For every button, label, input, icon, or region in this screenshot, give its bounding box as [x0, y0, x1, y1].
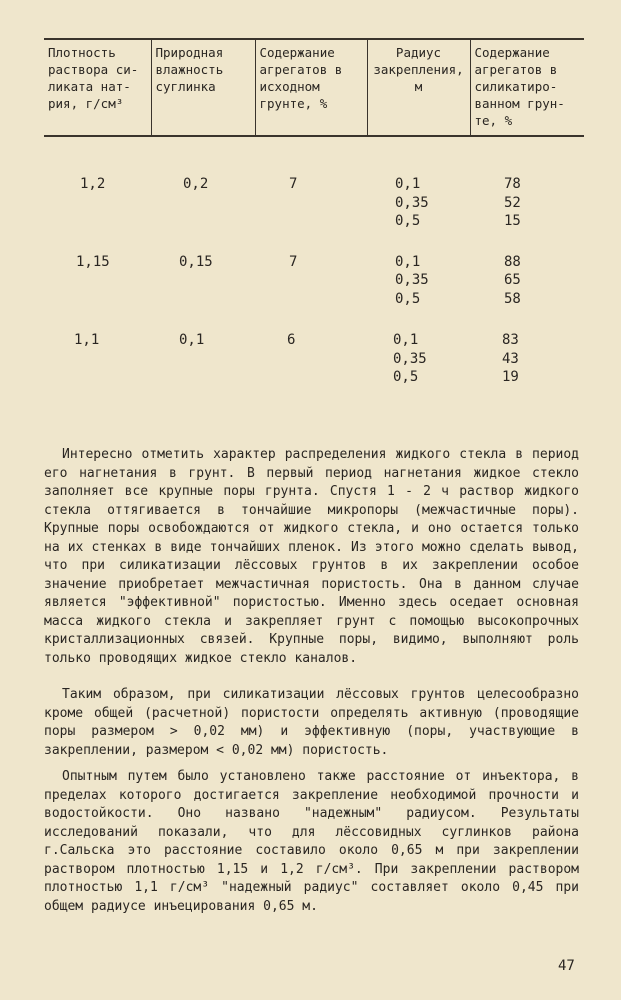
table-row — [44, 308, 584, 387]
density-cell: 1,2 — [80, 176, 106, 192]
radius-value: 0,5 — [393, 369, 419, 385]
radius-value: 0,5 — [395, 290, 421, 307]
density-cell: 1,15 — [76, 253, 110, 270]
paragraph: Таким образом, при силикатизации лёссовых грунтов целесообразно кроме общей (расчетной) пористости определять активную (проводящие поры размером > 0,02 мм) и эффективную (поры, участвующие в закреплении, размером < 0,02 мм) пористость. — [44, 687, 579, 758]
text-block — [44, 686, 579, 760]
radius-cell — [367, 231, 470, 309]
content-value: 65 — [504, 272, 521, 288]
radius-value: 0,1 — [395, 253, 421, 270]
content-value: 78 — [504, 176, 521, 192]
radius-value: 0,35 — [393, 350, 427, 367]
paragraph: Опытным путем было установлено также расстояние от инъектора, в пределах которого достигается закрепление необходимой прочности и водостойкости. Оно названо "надежным" радиусом. Результаты исследований показали, что для лёссовидных суглинков района г.Сальска это расстояние составило около 0,65 м при закреплении раствором плотностью 1,15 и 1,2 г/см³. При закреплении раствором плотностью 1,1 г/см³ "надежный радиус" составляет около 0,45 при общем радиусе инъецирования 0,65 м. — [44, 769, 579, 914]
content-value: 88 — [504, 253, 521, 270]
header-moisture: Природная влажность суглинка — [151, 39, 255, 136]
content-value: 58 — [504, 290, 521, 307]
initial-cell: 7 — [289, 253, 298, 270]
text-block — [44, 446, 579, 668]
content-value: 83 — [502, 332, 519, 348]
content-cell — [470, 231, 584, 309]
content-cell — [470, 136, 584, 231]
content-value: 52 — [504, 194, 521, 211]
radius-value: 0,35 — [395, 194, 429, 211]
initial-cell: 7 — [289, 176, 298, 192]
page-number: 47 — [558, 958, 575, 974]
table-row — [44, 136, 584, 231]
radius-cell — [367, 136, 470, 231]
header-silicated-aggregates: Содержание агрегатов в силикатиро- ванном грун- те, % — [470, 39, 584, 136]
content-value: 43 — [502, 350, 519, 367]
header-initial-aggregates: Содержание агрегатов в исходном грунте, % — [255, 39, 367, 136]
soil-data-table — [44, 38, 584, 387]
moisture-cell: 0,15 — [179, 253, 213, 270]
density-cell: 1,1 — [74, 332, 100, 348]
header-density: Плотность раствора си- ликата нат- рия, г/см³ — [44, 39, 151, 136]
table-row — [44, 231, 584, 309]
table-header-row — [44, 39, 584, 136]
radius-value: 0,1 — [395, 176, 421, 192]
moisture-cell: 0,2 — [183, 176, 209, 192]
radius-value: 0,1 — [393, 332, 419, 348]
initial-cell: 6 — [287, 332, 296, 348]
header-radius: Радиус закрепления, м — [367, 39, 470, 136]
moisture-cell: 0,1 — [179, 332, 205, 348]
radius-value: 0,35 — [395, 272, 429, 288]
text-block — [44, 768, 579, 916]
radius-value: 0,5 — [395, 213, 421, 229]
content-cell — [470, 308, 584, 387]
content-value: 19 — [502, 369, 519, 385]
content-value: 15 — [504, 213, 521, 229]
paragraph: Интересно отметить характер распределения жидкого стекла в период его нагнетания в грунт. В первый период нагнетания жидкое стекло заполняет все крупные поры грунта. Спустя 1 - 2 ч раствор жидкого стекла оттягивается в тончайшие микропоры (межчастичные поры). Крупные поры освобождаются от жидкого стекла, и оно остается только на их стенках в виде тончайших пленок. Из этого можно сделать вывод, что при силикатизации лёссовых грунтов в их закреплении особое значение приобретает межчастичная пористость. Она в данном случае является "эффективной" пористостью. Именно здесь оседает основная масса жидкого стекла и закрепляет грунт с помощью высокопрочных кристаллизационных связей. Крупные поры, видимо, выполняют роль только проводящих жидкое стекло каналов. — [44, 447, 579, 666]
radius-cell — [367, 308, 470, 387]
